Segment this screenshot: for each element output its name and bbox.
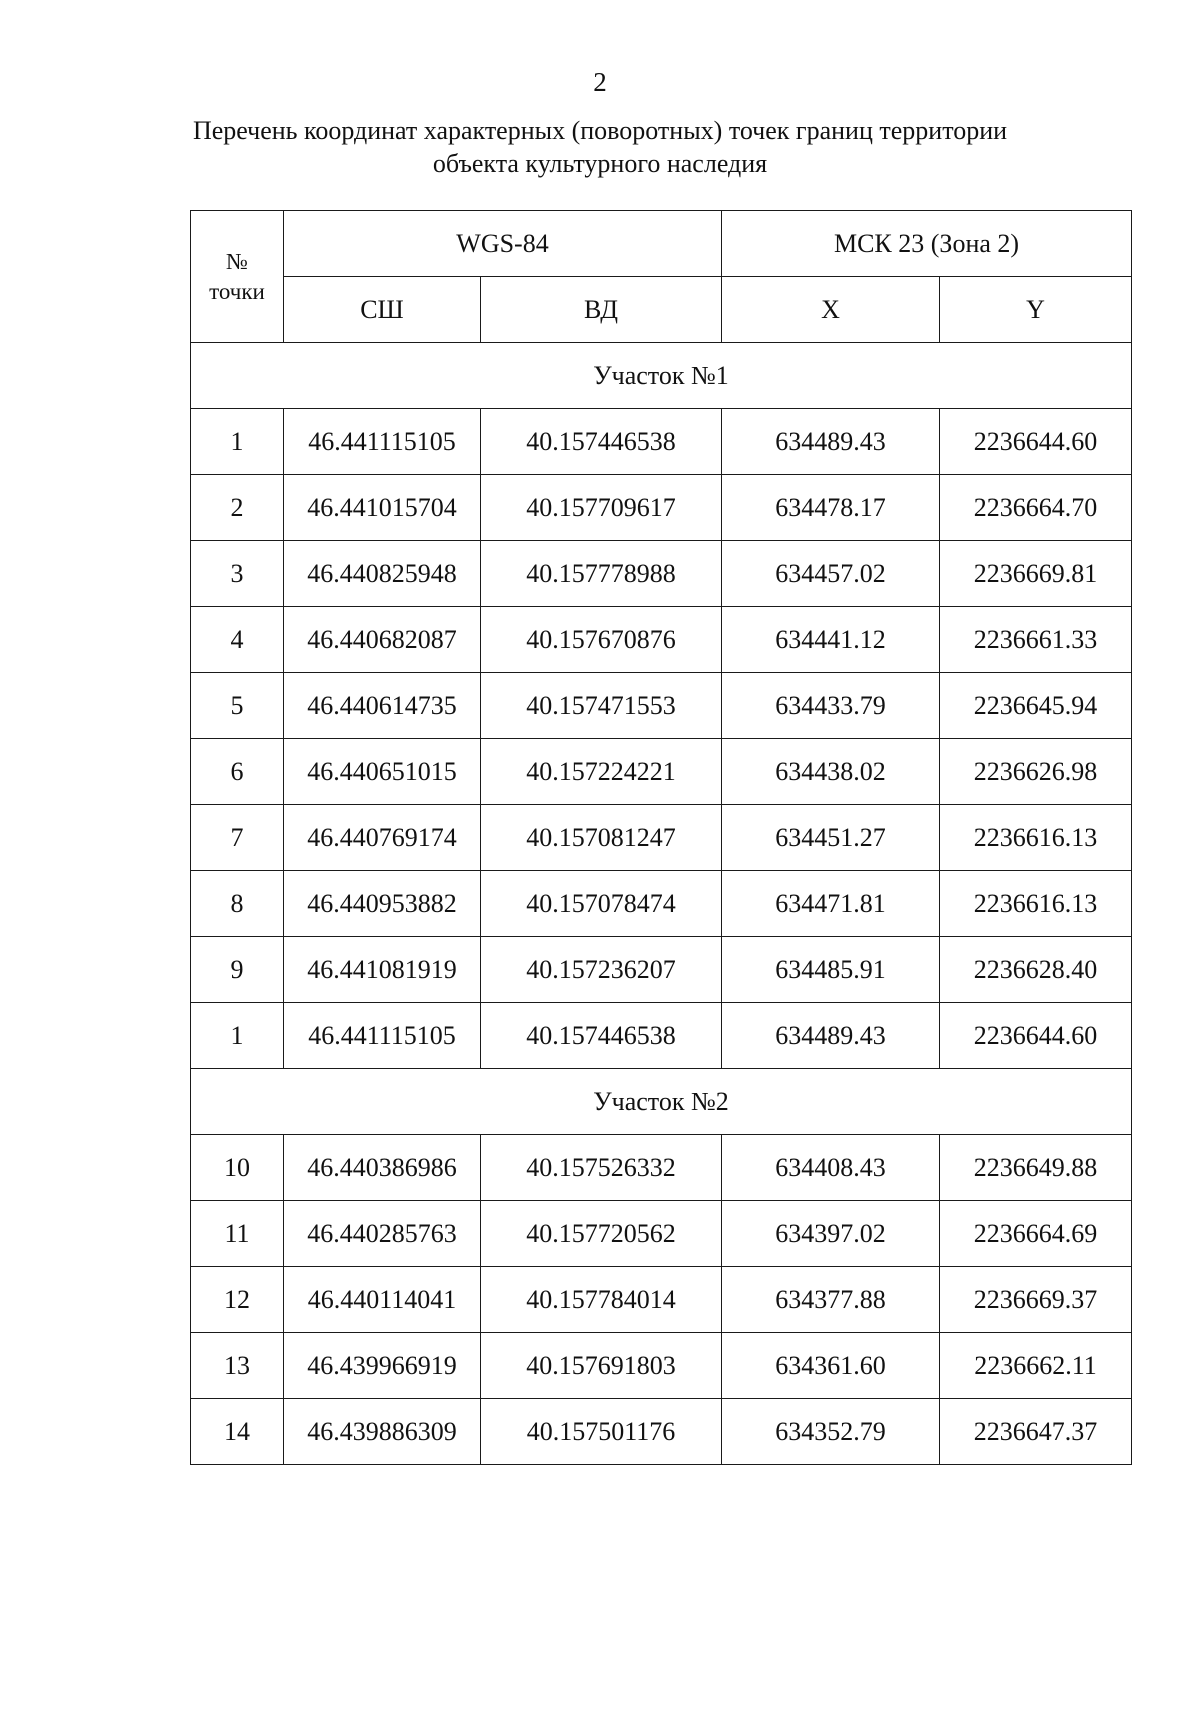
cell-latitude: 46.441115105 — [284, 409, 481, 475]
cell-x: 634451.27 — [722, 805, 940, 871]
header-msk23: МСК 23 (Зона 2) — [722, 211, 1132, 277]
cell-latitude: 46.440386986 — [284, 1135, 481, 1201]
cell-longitude: 40.157078474 — [481, 871, 722, 937]
cell-y: 2236644.60 — [940, 1003, 1132, 1069]
cell-point-number: 8 — [191, 871, 284, 937]
cell-point-number: 3 — [191, 541, 284, 607]
cell-y: 2236664.70 — [940, 475, 1132, 541]
cell-latitude: 46.440285763 — [284, 1201, 481, 1267]
cell-latitude: 46.441081919 — [284, 937, 481, 1003]
cell-point-number: 5 — [191, 673, 284, 739]
cell-longitude: 40.157446538 — [481, 409, 722, 475]
cell-longitude: 40.157720562 — [481, 1201, 722, 1267]
cell-point-number: 1 — [191, 409, 284, 475]
header-row-columns — [191, 277, 1132, 343]
table-row — [191, 1399, 1132, 1465]
cell-longitude: 40.157446538 — [481, 1003, 722, 1069]
header-point-number — [191, 211, 284, 343]
cell-longitude: 40.157709617 — [481, 475, 722, 541]
table-row — [191, 937, 1132, 1003]
cell-y: 2236626.98 — [940, 739, 1132, 805]
cell-longitude: 40.157526332 — [481, 1135, 722, 1201]
cell-point-number: 10 — [191, 1135, 284, 1201]
table-row — [191, 739, 1132, 805]
cell-y: 2236649.88 — [940, 1135, 1132, 1201]
cell-latitude: 46.439886309 — [284, 1399, 481, 1465]
header-point-number-line1: № — [226, 248, 248, 274]
cell-y: 2236628.40 — [940, 937, 1132, 1003]
cell-y: 2236664.69 — [940, 1201, 1132, 1267]
cell-latitude: 46.440614735 — [284, 673, 481, 739]
table-row — [191, 871, 1132, 937]
title-line-2: объекта культурного наследия — [432, 149, 768, 178]
cell-y: 2236669.37 — [940, 1267, 1132, 1333]
cell-point-number: 9 — [191, 937, 284, 1003]
header-wgs84: WGS-84 — [284, 211, 722, 277]
table-body — [191, 343, 1132, 1465]
cell-point-number: 2 — [191, 475, 284, 541]
cell-x: 634441.12 — [722, 607, 940, 673]
cell-y: 2236645.94 — [940, 673, 1132, 739]
cell-x: 634489.43 — [722, 409, 940, 475]
cell-point-number: 7 — [191, 805, 284, 871]
cell-point-number: 6 — [191, 739, 284, 805]
cell-x: 634408.43 — [722, 1135, 940, 1201]
cell-longitude: 40.157778988 — [481, 541, 722, 607]
cell-x: 634397.02 — [722, 1201, 940, 1267]
title-line-1: Перечень координат характерных (поворотных) точек границ территории — [192, 116, 1008, 145]
cell-latitude: 46.440769174 — [284, 805, 481, 871]
table-row — [191, 1333, 1132, 1399]
cell-longitude: 40.157471553 — [481, 673, 722, 739]
cell-longitude: 40.157691803 — [481, 1333, 722, 1399]
cell-latitude: 46.441015704 — [284, 475, 481, 541]
header-point-number-line2: точки — [209, 278, 265, 304]
cell-y: 2236669.81 — [940, 541, 1132, 607]
cell-x: 634352.79 — [722, 1399, 940, 1465]
cell-longitude: 40.157224221 — [481, 739, 722, 805]
cell-x: 634457.02 — [722, 541, 940, 607]
section-row — [191, 1069, 1132, 1135]
table-header — [191, 211, 1132, 343]
cell-latitude: 46.441115105 — [284, 1003, 481, 1069]
table-row — [191, 1003, 1132, 1069]
cell-x: 634471.81 — [722, 871, 940, 937]
cell-x: 634361.60 — [722, 1333, 940, 1399]
cell-longitude: 40.157670876 — [481, 607, 722, 673]
cell-y: 2236644.60 — [940, 409, 1132, 475]
cell-x: 634478.17 — [722, 475, 940, 541]
header-x: X — [722, 277, 940, 343]
cell-y: 2236662.11 — [940, 1333, 1132, 1399]
cell-latitude: 46.439966919 — [284, 1333, 481, 1399]
table-row — [191, 1201, 1132, 1267]
page-number: 2 — [593, 67, 607, 97]
cell-y: 2236661.33 — [940, 607, 1132, 673]
cell-longitude: 40.157784014 — [481, 1267, 722, 1333]
cell-longitude: 40.157236207 — [481, 937, 722, 1003]
cell-point-number: 12 — [191, 1267, 284, 1333]
header-latitude: СШ — [284, 277, 481, 343]
coordinates-table — [190, 210, 1132, 1465]
cell-longitude: 40.157501176 — [481, 1399, 722, 1465]
header-row-groups — [191, 211, 1132, 277]
table-row — [191, 541, 1132, 607]
cell-longitude: 40.157081247 — [481, 805, 722, 871]
table-row — [191, 805, 1132, 871]
cell-point-number: 4 — [191, 607, 284, 673]
section-row — [191, 343, 1132, 409]
cell-y: 2236616.13 — [940, 871, 1132, 937]
cell-x: 634433.79 — [722, 673, 940, 739]
header-y: Y — [940, 277, 1132, 343]
cell-x: 634489.43 — [722, 1003, 940, 1069]
cell-latitude: 46.440825948 — [284, 541, 481, 607]
table-row — [191, 409, 1132, 475]
cell-x: 634485.91 — [722, 937, 940, 1003]
table-row — [191, 607, 1132, 673]
table-row — [191, 1135, 1132, 1201]
document-title — [150, 114, 1050, 180]
cell-latitude: 46.440953882 — [284, 871, 481, 937]
cell-latitude: 46.440682087 — [284, 607, 481, 673]
table-row — [191, 673, 1132, 739]
section-label: Участок №1 — [191, 343, 1132, 409]
cell-point-number: 11 — [191, 1201, 284, 1267]
table-row — [191, 475, 1132, 541]
cell-latitude: 46.440114041 — [284, 1267, 481, 1333]
section-label: Участок №2 — [191, 1069, 1132, 1135]
cell-y: 2236647.37 — [940, 1399, 1132, 1465]
cell-point-number: 14 — [191, 1399, 284, 1465]
cell-x: 634438.02 — [722, 739, 940, 805]
cell-point-number: 13 — [191, 1333, 284, 1399]
header-longitude: ВД — [481, 277, 722, 343]
cell-x: 634377.88 — [722, 1267, 940, 1333]
table-row — [191, 1267, 1132, 1333]
cell-y: 2236616.13 — [940, 805, 1132, 871]
cell-point-number: 1 — [191, 1003, 284, 1069]
cell-latitude: 46.440651015 — [284, 739, 481, 805]
